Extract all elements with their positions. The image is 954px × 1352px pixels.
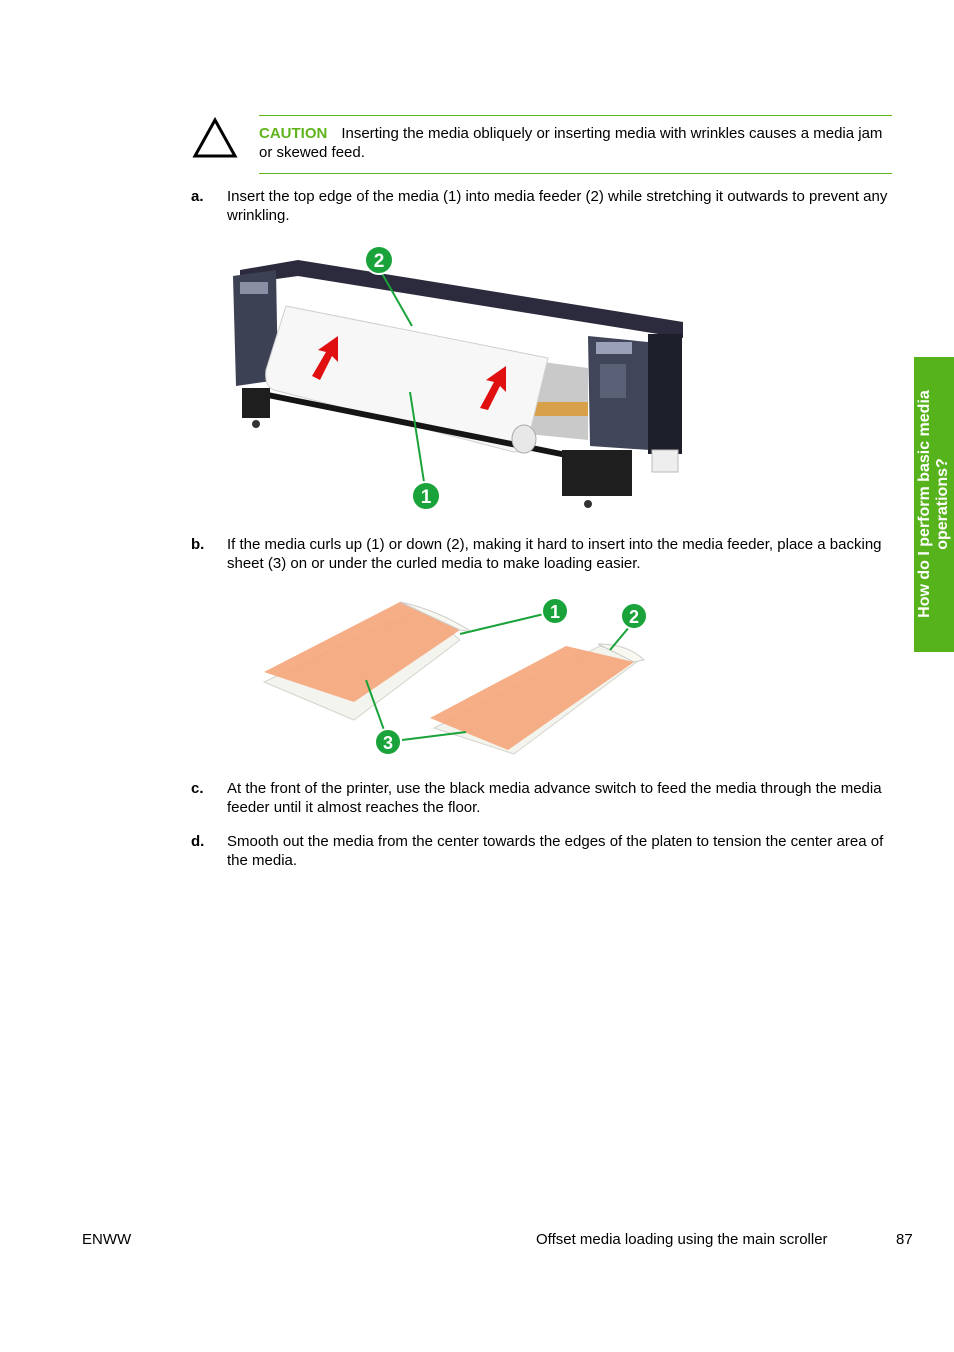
callout-1-label: 1 — [549, 602, 561, 622]
callout-3-label: 3 — [382, 733, 394, 753]
step-c-text: At the front of the printer, use the black media advance switch to feed the media through the media feeder until it almost reaches the floor. — [227, 780, 882, 816]
footer-left: ENWW — [82, 1231, 132, 1248]
callout-1-label: 1 — [420, 487, 432, 508]
callout-2-marker — [365, 246, 393, 274]
step-b-text: If the media curls up (1) or down (2), making it hard to insert into the media feeder, place a backing sheet (3) on or under the curled media to make loading easier. — [227, 536, 882, 572]
caution-bottom-rule — [259, 173, 892, 174]
callout-3-marker — [375, 729, 401, 755]
right-caster-wheel — [584, 500, 592, 508]
caution-body: Inserting the media obliquely or inserting media with wrinkles causes a media jam or skewed feed. — [259, 125, 883, 161]
right-stand-base — [562, 450, 632, 496]
warning-triangle-icon — [192, 117, 238, 159]
callout-1-marker — [542, 598, 568, 624]
left-panel-display — [240, 282, 268, 294]
chapter-side-tab-label: How do I perform basic media operations? — [916, 390, 951, 618]
step-b-letter: b. — [191, 536, 205, 553]
footer-title: Offset media loading using the main scroller — [536, 1231, 828, 1248]
printer-side-cover — [648, 334, 682, 454]
callout-1-marker — [412, 482, 440, 510]
callout-1-line — [460, 614, 544, 634]
roll-end-cap — [512, 425, 536, 453]
caution-label: CAUTION — [259, 125, 328, 142]
chapter-side-tab[interactable] — [914, 357, 954, 652]
control-keypad — [600, 364, 626, 398]
callout-2-label: 2 — [628, 607, 640, 627]
printer-media-figure — [228, 240, 688, 522]
left-stand-foot — [242, 388, 270, 418]
caution-text — [259, 124, 894, 162]
caution-top-rule — [259, 115, 892, 116]
curled-media-figure — [228, 590, 688, 770]
step-d-text: Smooth out the media from the center towards the edges of the platen to tension the center area of the media. — [227, 833, 884, 869]
callout-2-label: 2 — [373, 251, 385, 272]
callout-2-marker — [621, 603, 647, 629]
page-number: 87 — [896, 1231, 913, 1248]
right-panel-display — [596, 342, 632, 354]
step-d-letter: d. — [191, 833, 205, 850]
step-a-letter: a. — [191, 188, 204, 205]
left-caster-wheel — [252, 420, 260, 428]
ink-container — [652, 450, 678, 472]
step-c-letter: c. — [191, 780, 204, 797]
callout-3-line-b — [402, 732, 466, 740]
step-a-text: Insert the top edge of the media (1) into media feeder (2) while stretching it outwards to prevent any wrinkling. — [227, 188, 888, 224]
